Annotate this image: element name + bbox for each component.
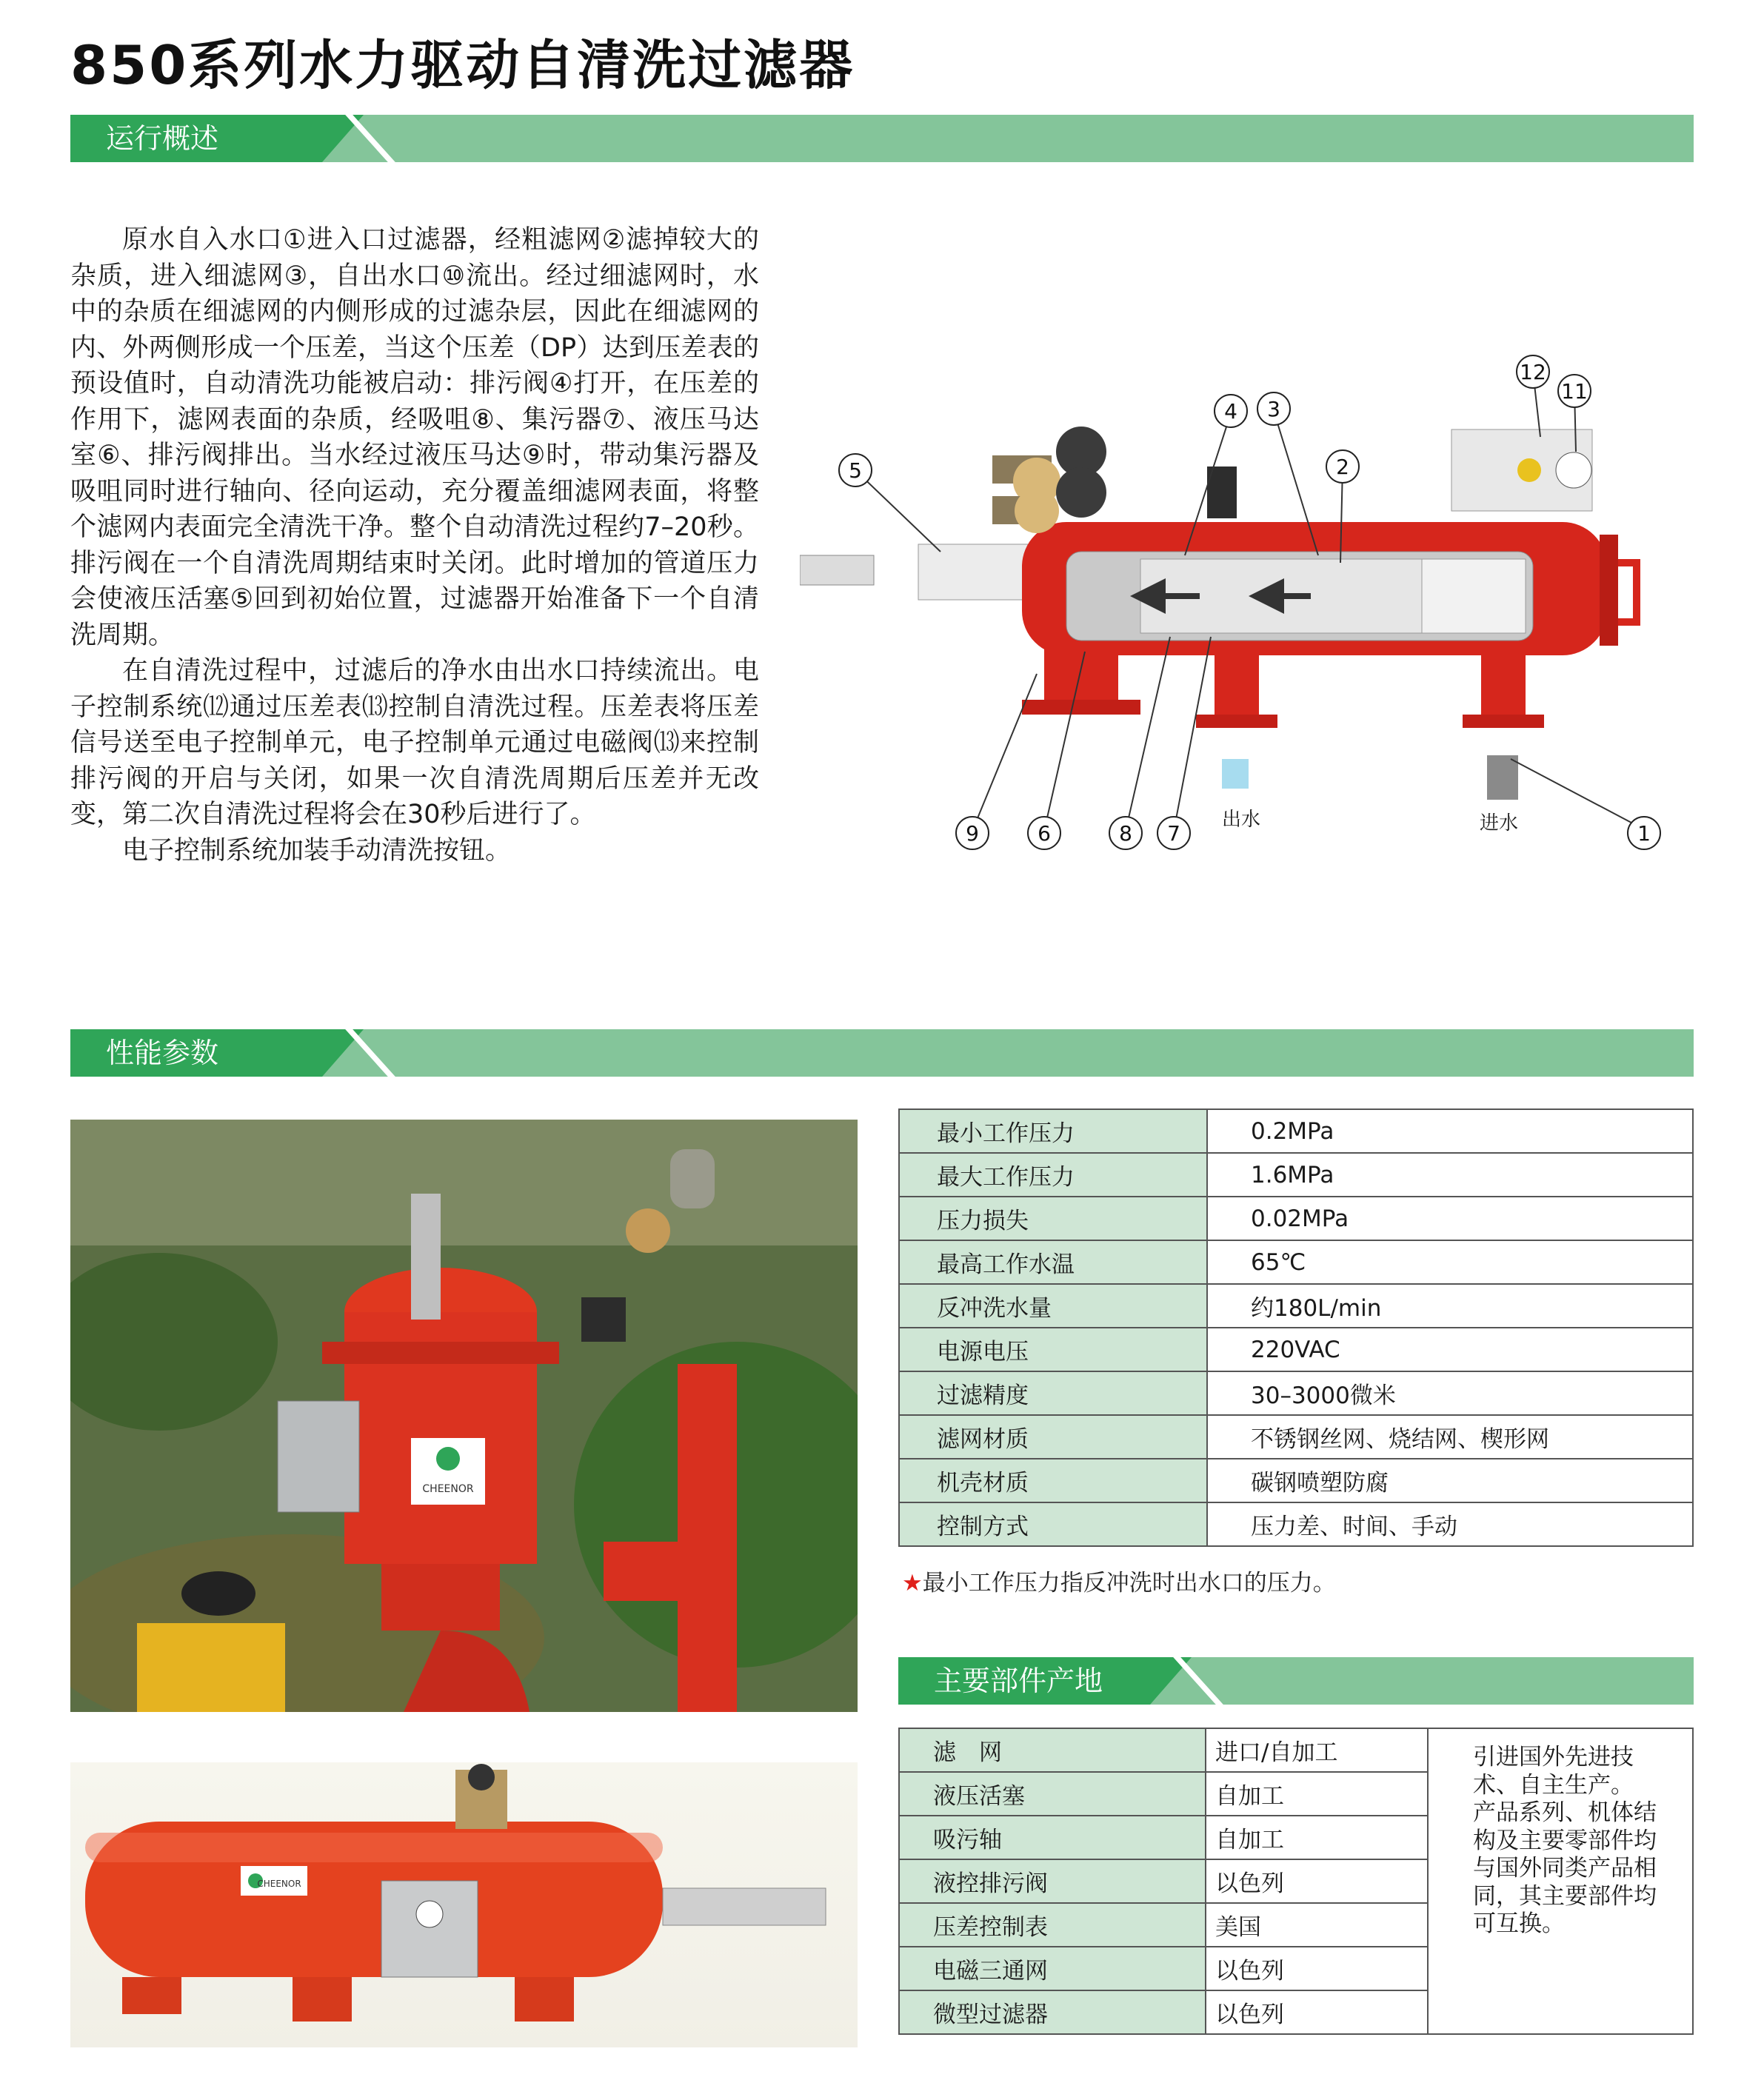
section-tab-label: 主要部件产地 (898, 1657, 1150, 1705)
piston-cylinder (411, 1194, 441, 1320)
table-row (899, 1109, 1693, 1153)
spec-value: 65℃ (1207, 1240, 1693, 1284)
table-row (899, 1728, 1693, 1772)
part-origin: 以色列 (1206, 1990, 1428, 2034)
brand-text: CHEENOR (422, 1483, 474, 1495)
callout-2: 2 (1336, 455, 1349, 479)
spec-key: 过滤精度 (899, 1371, 1207, 1415)
part-origin: 美国 (1206, 1903, 1428, 1947)
control-box (381, 1881, 478, 1977)
coarse-screen (1422, 559, 1526, 633)
parts-note-text: 引进国外先进技术、自主生产。 产品系列、机体结构及主要零部件均与国外同类产品相同，其主要部件均可互换。 (1473, 1744, 1657, 1937)
spec-key: 反冲洗水量 (899, 1284, 1207, 1328)
parts-origin-table (898, 1728, 1694, 2035)
page-title: 850系列水力驱动自清洗过滤器 (70, 34, 855, 96)
outlet-label: 出水 (1222, 809, 1261, 831)
pressure-gauge-icon (1556, 452, 1591, 488)
horizontal-filter-photo (70, 1762, 858, 2047)
description-paragraph: 电子控制系统加装手动清洗按钮。 (122, 835, 512, 866)
hydraulic-piston-icon (918, 544, 1029, 600)
part-origin: 自加工 (1206, 1816, 1428, 1859)
table-row (899, 1284, 1693, 1328)
spec-note (902, 1564, 1336, 1597)
callout-11: 11 (1561, 379, 1588, 404)
spec-value: 0.2MPa (1207, 1109, 1693, 1153)
control-box (278, 1401, 359, 1512)
spec-key: 电源电压 (899, 1328, 1207, 1371)
inlet-flow-arrow (1487, 755, 1518, 800)
callout-6: 6 (1038, 821, 1051, 846)
spec-value: 220VAC (1207, 1328, 1693, 1371)
spec-value: 30–3000微米 (1207, 1371, 1693, 1415)
description (70, 222, 759, 869)
part-name: 电磁三通网 (899, 1947, 1206, 1990)
callout-4: 4 (1224, 399, 1237, 424)
callout-7: 7 (1167, 821, 1180, 846)
installed-filter-photo (70, 1120, 858, 1712)
section-tab-label: 性能参数 (70, 1029, 322, 1077)
star-icon: ★ (902, 1570, 923, 1596)
parts-note (1428, 1728, 1693, 2034)
spec-key: 最小工作压力 (899, 1109, 1207, 1153)
spec-value: 压力差、时间、手动 (1207, 1502, 1693, 1546)
spec-value: 碳钢喷塑防腐 (1207, 1459, 1693, 1502)
section-tab-label: 运行概述 (70, 115, 322, 162)
callout-5: 5 (849, 458, 862, 483)
spec-key: 滤网材质 (899, 1415, 1207, 1459)
section-header-origin (898, 1657, 1694, 1705)
inlet-label: 进水 (1480, 812, 1519, 835)
spec-value: 0.02MPa (1207, 1197, 1693, 1240)
spec-table (898, 1108, 1694, 1547)
table-row (899, 1153, 1693, 1197)
part-name: 滤 网 (899, 1728, 1206, 1772)
part-origin: 自加工 (1206, 1772, 1428, 1816)
spec-value: 1.6MPa (1207, 1153, 1693, 1197)
spec-key: 控制方式 (899, 1502, 1207, 1546)
spec-key: 最高工作水温 (899, 1240, 1207, 1284)
callout-9: 9 (966, 821, 979, 846)
piston-rod-icon (800, 555, 874, 585)
table-row (899, 1240, 1693, 1284)
table-row (899, 1328, 1693, 1371)
description-paragraph: 在自清洗过程中，过滤后的净水由出水口持续流出。电子控制系统⑿通过压差表⒀控制自清洗过程。压差表将压差信号送至电子控制单元，电子控制单元通过电磁阀⒀来控制排污阀的开启与关闭，如果一次自清洗周期后压差并无改变，第二次自清洗过程将会在30秒后进行了。 (70, 656, 759, 829)
piston-cylinder (663, 1888, 826, 1925)
inlet-port (1481, 655, 1526, 715)
part-name: 压差控制表 (899, 1903, 1206, 1947)
callout-3: 3 (1267, 397, 1280, 421)
table-row (899, 1459, 1693, 1502)
table-row (899, 1371, 1693, 1415)
part-origin: 进口/自加工 (1206, 1728, 1428, 1772)
part-origin: 以色列 (1206, 1859, 1428, 1903)
part-name: 微型过滤器 (899, 1990, 1206, 2034)
spec-key: 最大工作压力 (899, 1153, 1207, 1197)
spec-value: 约180L/min (1207, 1284, 1693, 1328)
part-origin: 以色列 (1206, 1947, 1428, 1990)
spec-key: 机壳材质 (899, 1459, 1207, 1502)
callout-12: 12 (1520, 360, 1546, 384)
part-name: 吸污轴 (899, 1816, 1206, 1859)
riser-pipe (678, 1364, 737, 1712)
section-header-overview (70, 115, 1694, 162)
brand-text: CHEENOR (257, 1879, 301, 1889)
outlet-flow-arrow (1222, 759, 1249, 789)
spec-value: 不锈钢丝网、烧结网、楔形网 (1207, 1415, 1693, 1459)
spec-key: 压力损失 (899, 1197, 1207, 1240)
spec-note-text: 最小工作压力指反冲洗时出水口的压力。 (922, 1570, 1336, 1596)
filter-cutaway-diagram (800, 341, 1688, 874)
description-paragraph: 原水自入水口①进入口过滤器，经粗滤网②滤掉较大的杂质，进入细滤网③，自出水口⑩流出。经过细滤网时，水中的杂质在细滤网的内侧形成的过滤杂层，因此在细滤网的内、外两侧形成一个压差，当这个压差（DP）达到压差表的预设值时，自动清洗功能被启动：排污阀④打开，在压差的作用下，滤网表面的杂质，经吸咀⑧、集污器⑦、液压马达室⑥、排污阀排出。当水经过液压马达⑨时，带动集污器及吸咀同时进行轴向、径向运动，充分覆盖细滤网表面，将整个滤网内表面完全清洗干净。整个自动清洗过程约7–20秒。排污阀在一个自清洗周期结束时关闭。此时增加的管道压力会使液压活塞⑤回到初始位置，过滤器开始准备下一个自清洗周期。 (70, 225, 759, 650)
table-row (899, 1415, 1693, 1459)
outlet-port (1215, 655, 1259, 715)
callout-1: 1 (1637, 821, 1651, 846)
callout-8: 8 (1119, 821, 1132, 846)
table-row (899, 1197, 1693, 1240)
section-header-performance (70, 1029, 1694, 1077)
table-row (899, 1502, 1693, 1546)
part-name: 液压活塞 (899, 1772, 1206, 1816)
part-name: 液控排污阀 (899, 1859, 1206, 1903)
